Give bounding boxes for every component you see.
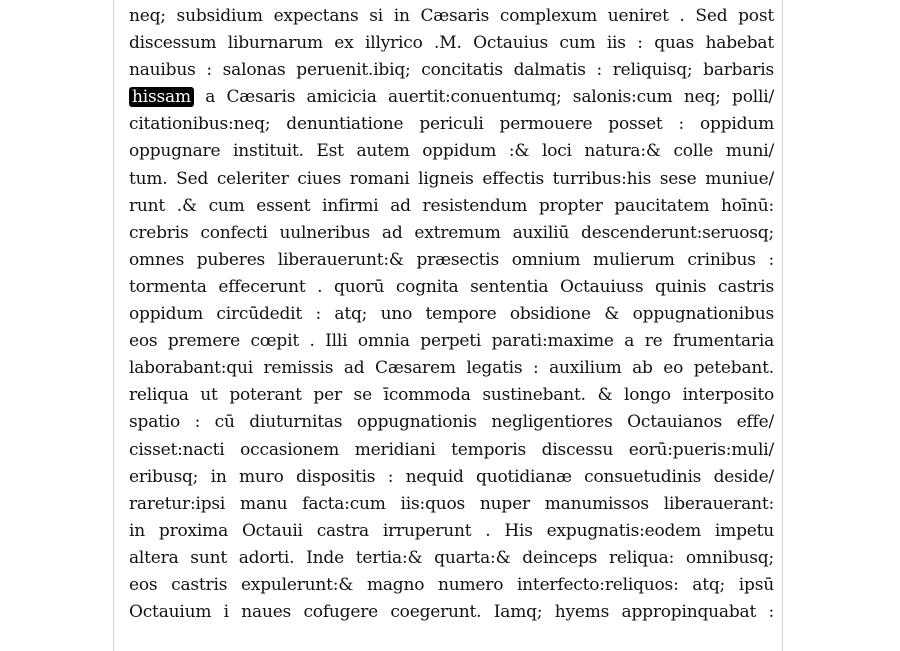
text-line [129,355,774,382]
line-text: in proxima Octauii castra irruperunt . His expugnatis:eodem impetu [129,520,774,541]
text-line [129,545,774,572]
text-line [129,301,774,328]
highlighted-word[interactable]: hissam [129,87,194,107]
text-line [129,138,774,165]
text-line [129,84,774,111]
line-text: Octauium i naues cofugere coegerunt. Iamq; hyems appropinquabat : [129,602,774,623]
line-text: oppugnare instituit. Est autem oppidum :& loci natura:& colle muni/ [129,141,774,162]
text-block [129,3,774,626]
line-text: tum. Sed celeriter ciues romani ligneis effectis turribus:his sese muniue/ [129,168,774,189]
text-line [129,409,774,436]
line-text: nauibus : salonas peruenit.ibiq; concitatis dalmatis : reliquisq; barbaris [129,60,774,81]
line-text: omnes puberes liberauerunt:& præsectis omnium mulierum crinibus : [129,249,774,270]
line-text: discessum liburnarum ex illyrico .M. Octauius cum iis : quas habebat [129,33,774,54]
line-text: cisset:nacti occasionem meridiani temporis discessu eorū:pueris:muli/ [129,439,774,460]
text-line [129,599,774,626]
line-text: eos premere cœpit . Illi omnia perpeti parati:maxime a re frumentaria [129,331,774,352]
text-line [129,437,774,464]
text-line [129,572,774,599]
text-line [129,30,774,57]
text-line [129,328,774,355]
line-text: laborabant:qui remissis ad Cæsarem legatis : auxilium ab eo petebant. [129,358,774,379]
text-line [129,193,774,220]
line-text: a Cæsaris amicicia auertit:conuentumq; salonis:cum neq; polli/ [205,87,774,108]
text-line [129,57,774,84]
line-text: citationibus:neq; denuntiatione periculi permouere posset : oppidum [129,114,774,135]
scanned-page [113,0,783,651]
line-text: spatio : cū diuturnitas oppugnationis negligentiores Octauianos effe/ [129,412,774,433]
line-text: altera sunt adorti. Inde tertia:& quarta:& deinceps reliqua: omnibusq; [129,547,774,568]
text-line [129,3,774,30]
line-text: tormenta effecerunt . quorū cognita sententia Octauiuss quinis castris [129,276,774,297]
text-line [129,464,774,491]
line-text: eos castris expulerunt:& magno numero interfecto:reliquos: atq; ipsū [129,574,774,595]
line-text: crebris confecti uulneribus ad extremum auxiliū descenderunt:seruosq; [129,222,774,243]
text-line [129,247,774,274]
text-line [129,166,774,193]
text-line [129,518,774,545]
line-text: oppidum circūdedit : atq; uno tempore obsidione & oppugnationibus [129,304,774,325]
text-line [129,491,774,518]
line-text: neq; subsidium expectans si in Cæsaris complexum ueniret . Sed post [129,6,774,26]
text-line [129,382,774,409]
line-text: eribusq; in muro dispositis : nequid quotidianæ consuetudinis deside/ [129,466,774,487]
line-text: runt .& cum essent infirmi ad resistendum propter paucitatem hoīnū: [129,195,774,216]
text-line [129,220,774,247]
text-line [129,111,774,138]
line-text: raretur:ipsi manu facta:cum iis:quos nuper manumissos liberauerant: [129,493,774,514]
text-line [129,274,774,301]
line-text: reliqua ut poterant per se īcommoda sustinebant. & longo interposito [129,385,774,406]
